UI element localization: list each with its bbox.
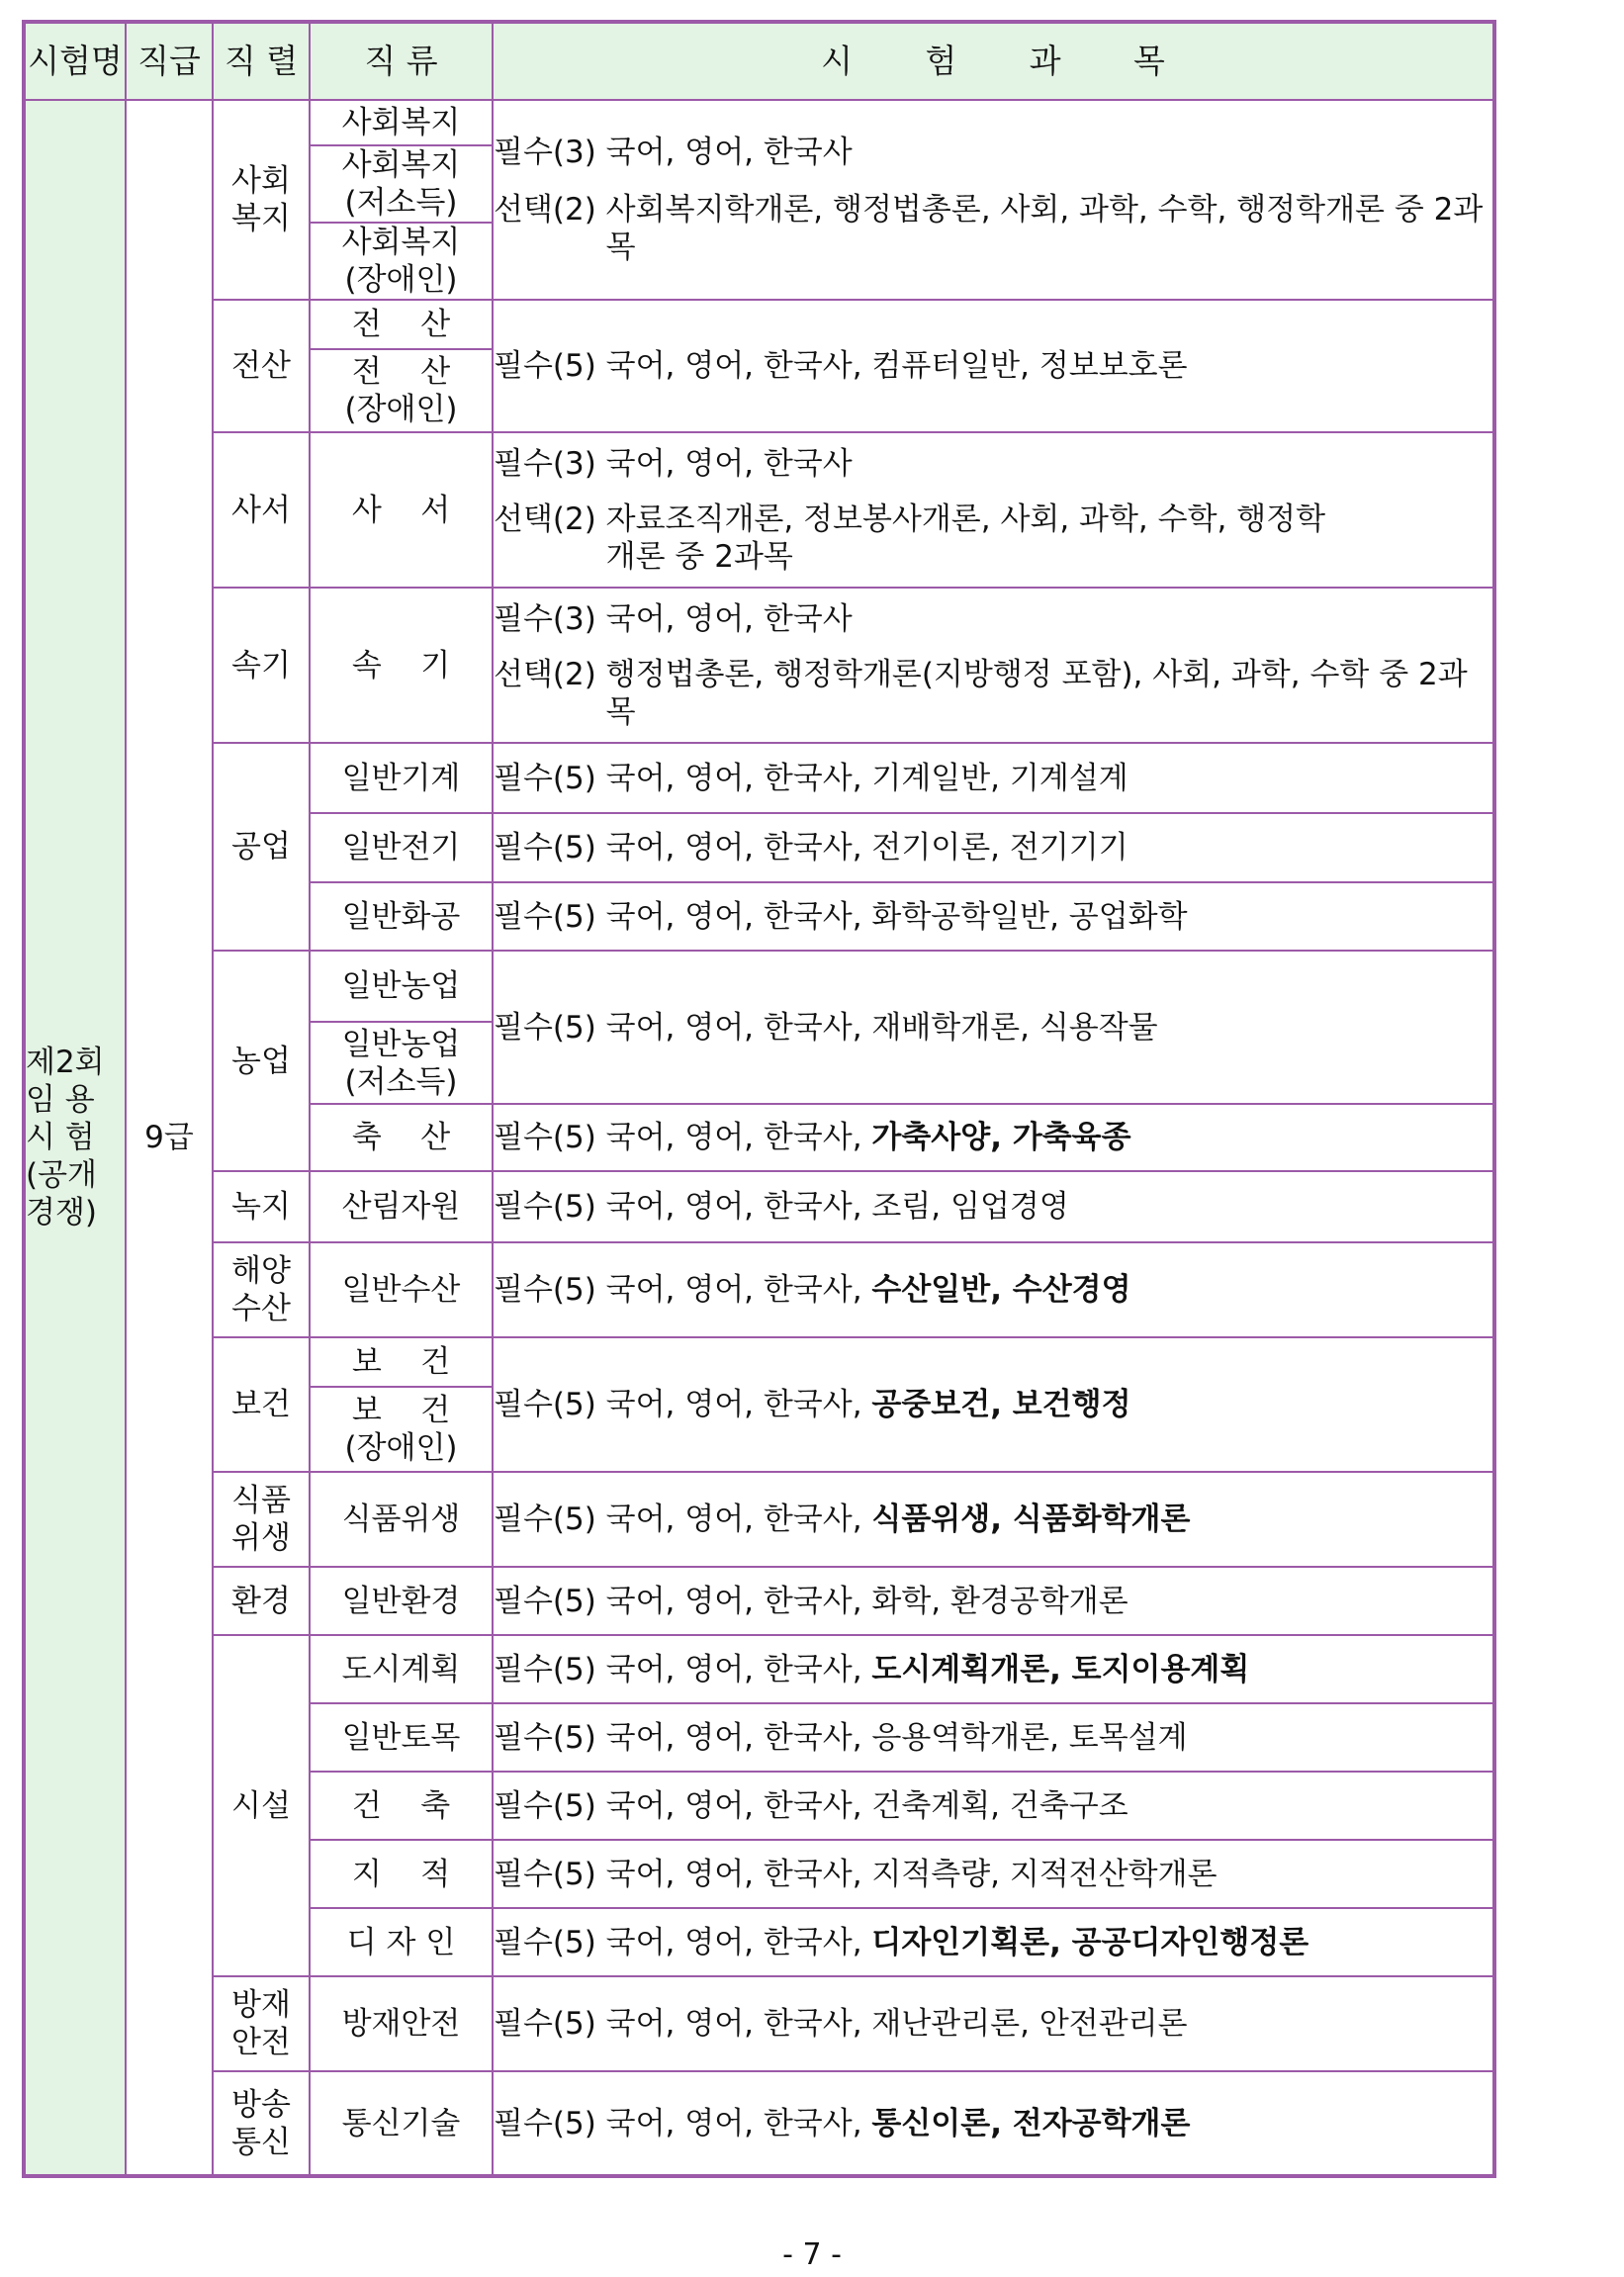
page-number: - 7 -	[782, 2237, 842, 2272]
series-cell: 방재 안전	[213, 1976, 310, 2071]
required-subjects: 필수(3) 국어, 영어, 한국사	[494, 600, 853, 637]
table-row	[24, 1337, 1494, 1387]
table-row	[24, 1635, 1494, 1703]
required-subjects: 필수(3) 국어, 영어, 한국사	[494, 445, 853, 482]
subjects-cell: 필수(5) 국어, 영어, 한국사, 기계일반, 기계설계	[493, 743, 1494, 813]
subjects-cell: 필수(5) 국어, 영어, 한국사, 컴퓨터일반, 정보보호론	[493, 300, 1494, 432]
exam-subjects-table	[22, 20, 1496, 2178]
table-row	[24, 1242, 1494, 1337]
exam-name-cell: 제2회 임 용 시 험 (공개 경쟁)	[24, 100, 126, 2176]
table-row	[24, 1976, 1494, 2071]
subjects-cell	[493, 1337, 1494, 1472]
subjects-cell: 필수(5) 국어, 영어, 한국사, 조림, 임업경영	[493, 1171, 1494, 1242]
series-cell: 사회 복지	[213, 100, 310, 300]
category-cell: 사회복지 (저소득)	[310, 145, 493, 223]
required-subjects: 필수(5) 국어, 영어, 한국사,	[494, 2105, 872, 2141]
optional-subjects	[494, 656, 1492, 731]
category-cell: 축 산	[310, 1104, 493, 1171]
table-row	[24, 1171, 1494, 1242]
category-cell: 건 축	[310, 1772, 493, 1840]
series-cell: 해양 수산	[213, 1242, 310, 1337]
bold-subjects: 수산일반, 수산경영	[871, 1272, 1131, 1308]
table-header-row	[24, 22, 1494, 100]
subjects-cell	[493, 432, 1494, 588]
subjects-cell	[493, 588, 1494, 743]
header-exam-name: 시험명	[24, 22, 126, 100]
bold-subjects: 공중보건, 보건행정	[871, 1387, 1131, 1422]
series-cell: 시설	[213, 1635, 310, 1976]
optional-label: 선택(2)	[494, 656, 606, 692]
series-cell: 사서	[213, 432, 310, 588]
required-subjects: 필수(5) 국어, 영어, 한국사,	[494, 1272, 872, 1308]
optional-label: 선택(2)	[494, 501, 606, 537]
category-cell: 도시계획	[310, 1635, 493, 1703]
subjects-cell	[493, 1635, 1494, 1703]
required-subjects: 필수(3) 국어, 영어, 한국사	[494, 135, 853, 170]
optional-label: 선택(2)	[494, 192, 606, 228]
subjects-cell	[493, 1104, 1494, 1171]
category-cell: 일반농업	[310, 951, 493, 1022]
required-subjects: 필수(5) 국어, 영어, 한국사,	[494, 1387, 872, 1422]
header-grade: 직급	[126, 22, 213, 100]
series-cell: 환경	[213, 1567, 310, 1635]
optional-text: 행정법총론, 행정학개론(지방행정 포함), 사회, 과학, 수학 중 2과목	[605, 656, 1468, 730]
category-cell: 일반환경	[310, 1567, 493, 1635]
category-cell: 전 산 (장애인)	[310, 349, 493, 432]
category-cell: 일반토목	[310, 1703, 493, 1772]
category-cell: 일반전기	[310, 813, 493, 882]
subjects-cell	[493, 1703, 1494, 1772]
table-row	[24, 588, 1494, 743]
category-cell: 지 적	[310, 1840, 493, 1908]
table-row	[24, 2071, 1494, 2176]
series-cell: 보건	[213, 1337, 310, 1472]
category-cell: 방재안전	[310, 1976, 493, 2071]
series-cell: 전산	[213, 300, 310, 432]
header-subjects: 시 험 과 목	[493, 22, 1494, 100]
table-row	[24, 300, 1494, 349]
series-cell: 농업	[213, 951, 310, 1171]
category-cell: 보 건	[310, 1337, 493, 1387]
subjects-cell: 필수(5) 국어, 영어, 한국사, 재난관리론, 안전관리론	[493, 1976, 1494, 2071]
required-subjects: 필수(5) 국어, 영어, 한국사, 지적측량, 지적전산학개론	[494, 1856, 1218, 1892]
bold-subjects: 가축사양, 가축육종	[871, 1120, 1131, 1155]
subjects-cell	[493, 2071, 1494, 2176]
series-cell: 공업	[213, 743, 310, 951]
subjects-cell: 필수(5) 국어, 영어, 한국사, 전기이론, 전기기기	[493, 813, 1494, 882]
subjects-cell: 필수(5) 국어, 영어, 한국사, 화학, 환경공학개론	[493, 1567, 1494, 1635]
table-row	[24, 432, 1494, 588]
category-cell: 전 산	[310, 300, 493, 349]
bold-subjects: 디자인기획론, 공공디자인행정론	[871, 1924, 1309, 1960]
bold-subjects: 식품위생, 식품화학개론	[871, 1502, 1191, 1537]
table-row	[24, 1472, 1494, 1567]
series-cell: 속기	[213, 588, 310, 743]
subjects-cell	[493, 100, 1494, 300]
header-series: 직 렬	[213, 22, 310, 100]
table-row	[24, 100, 1494, 145]
bold-subjects: 통신이론, 전자공학개론	[871, 2105, 1191, 2141]
required-subjects: 필수(5) 국어, 영어, 한국사,	[494, 1502, 872, 1537]
category-cell: 일반농업 (저소득)	[310, 1022, 493, 1104]
header-category: 직 류	[310, 22, 493, 100]
optional-subjects	[494, 501, 1492, 576]
subjects-cell: 필수(5) 국어, 영어, 한국사, 재배학개론, 식용작물	[493, 951, 1494, 1104]
required-subjects: 필수(5) 국어, 영어, 한국사, 건축계획, 건축구조	[494, 1787, 1128, 1824]
category-cell: 사회복지	[310, 100, 493, 145]
series-cell: 녹지	[213, 1171, 310, 1242]
category-cell: 속 기	[310, 588, 493, 743]
optional-text: 사회복지학개론, 행정법총론, 사회, 과학, 수학, 행정학개론 중 2과목	[605, 192, 1484, 265]
series-cell: 방송 통신	[213, 2071, 310, 2176]
category-cell: 일반기계	[310, 743, 493, 813]
category-cell: 디 자 인	[310, 1908, 493, 1976]
category-cell: 보 건 (장애인)	[310, 1387, 493, 1472]
bold-subjects: 도시계획개론, 토지이용계획	[871, 1651, 1250, 1687]
category-cell: 일반화공	[310, 882, 493, 951]
subjects-cell	[493, 1840, 1494, 1908]
table-row	[24, 743, 1494, 813]
category-cell: 산림자원	[310, 1171, 493, 1242]
table-row	[24, 951, 1494, 1022]
subjects-cell: 필수(5) 국어, 영어, 한국사, 화학공학일반, 공업화학	[493, 882, 1494, 951]
series-cell: 식품 위생	[213, 1472, 310, 1567]
category-cell: 일반수산	[310, 1242, 493, 1337]
required-subjects: 필수(5) 국어, 영어, 한국사, 응용역학개론, 토목설계	[494, 1719, 1188, 1756]
category-cell: 사 서	[310, 432, 493, 588]
category-cell: 식품위생	[310, 1472, 493, 1567]
required-subjects: 필수(5) 국어, 영어, 한국사,	[494, 1651, 872, 1687]
subjects-cell	[493, 1472, 1494, 1567]
subjects-cell	[493, 1908, 1494, 1976]
required-subjects: 필수(5) 국어, 영어, 한국사,	[494, 1120, 872, 1155]
subjects-cell	[493, 1242, 1494, 1337]
category-cell: 사회복지 (장애인)	[310, 223, 493, 300]
optional-subjects	[494, 191, 1492, 266]
category-cell: 통신기술	[310, 2071, 493, 2176]
required-subjects: 필수(5) 국어, 영어, 한국사,	[494, 1924, 872, 1960]
grade-cell: 9급	[126, 100, 213, 2176]
subjects-cell	[493, 1772, 1494, 1840]
table-row	[24, 1567, 1494, 1635]
optional-text: 자료조직개론, 정보봉사개론, 사회, 과학, 수학, 행정학개론 중 2과목	[605, 501, 1326, 575]
